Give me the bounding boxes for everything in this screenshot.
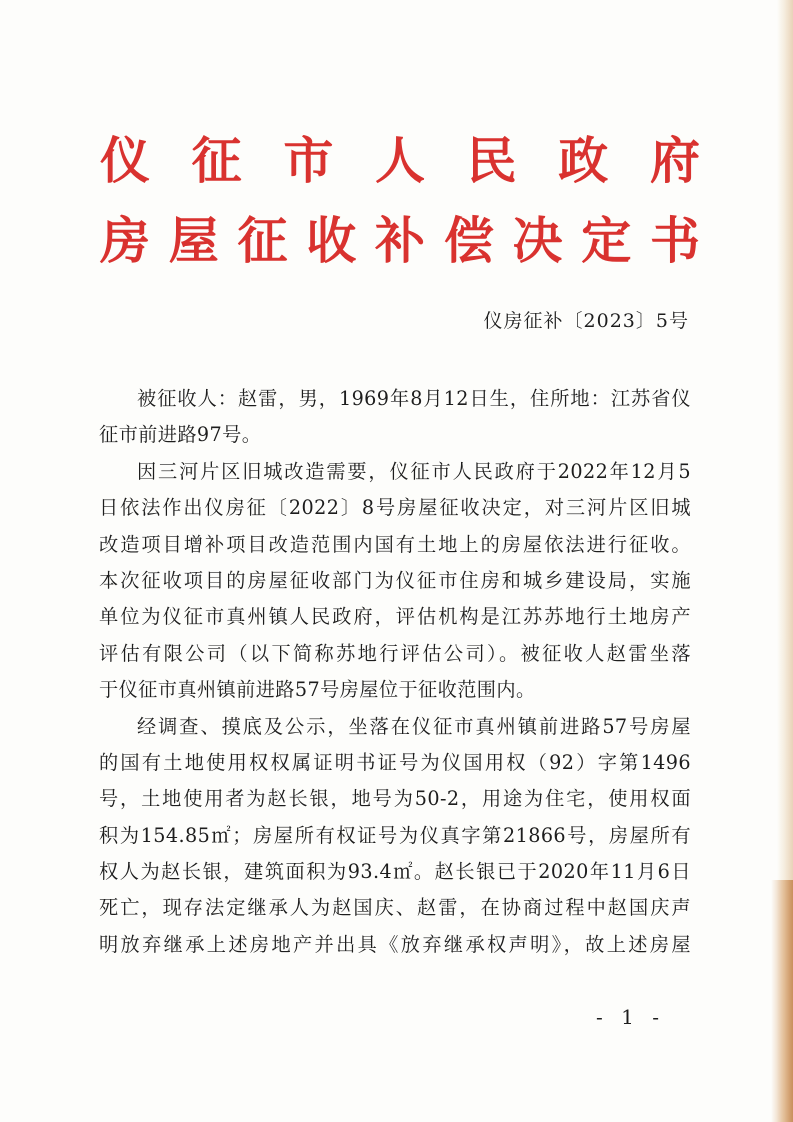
title-char: 人 bbox=[374, 131, 425, 190]
body-line: 明放弃继承上述房地产并出具《放弃继承权声明》，故上述房屋 bbox=[99, 932, 691, 956]
body-line: 于仪征市真州镇前进路57号房屋位于征收范围内。 bbox=[99, 678, 536, 702]
body-line: 本次征收项目的房屋征收部门为仪征市住房和城乡建设局，实施 bbox=[99, 568, 691, 592]
title-char: 民 bbox=[466, 131, 517, 190]
page-number: - 1 - bbox=[596, 1005, 665, 1029]
document-number: 仪房征补〔2023〕5号 bbox=[483, 310, 689, 332]
title-char: 收 bbox=[306, 211, 357, 270]
title-char: 补 bbox=[375, 211, 425, 270]
body-line: 日依法作出仪房征〔2022〕8号房屋征收决定，对三河片区旧城 bbox=[99, 496, 691, 520]
body-line: 经调查、摸底及公示，坐落在仪征市真州镇前进路57号房屋 bbox=[137, 714, 691, 738]
title-char: 偿 bbox=[443, 211, 494, 270]
body-line: 号，土地使用者为赵长银，地号为50-2，用途为住宅，使用权面 bbox=[99, 787, 691, 811]
title-char: 征 bbox=[237, 211, 288, 270]
title-char: 房 bbox=[100, 211, 150, 270]
title-char: 市 bbox=[283, 131, 334, 190]
body-line: 单位为仪征市真州镇人民政府，评估机构是江苏苏地行土地房产 bbox=[99, 605, 691, 629]
body-line: 评估有限公司（以下简称苏地行评估公司）。被征收人赵雷坐落 bbox=[99, 641, 691, 665]
title-char: 仪 bbox=[100, 131, 150, 190]
body-line: 死亡，现存法定继承人为赵国庆、赵雷，在协商过程中赵国庆声 bbox=[99, 896, 691, 920]
body-line: 征市前进路97号。 bbox=[99, 423, 262, 447]
body-line: 权人为赵长银，建筑面积为93.4㎡。赵长银已于2020年11月6日 bbox=[99, 860, 691, 884]
body-line: 的国有土地使用权权属证明书证号为仪国用权（92）字第1496 bbox=[99, 750, 691, 774]
title-char: 征 bbox=[191, 131, 242, 190]
title-line-2 bbox=[100, 211, 700, 271]
body-text bbox=[99, 381, 691, 963]
title-char: 书 bbox=[650, 211, 700, 270]
title-char: 定 bbox=[581, 211, 632, 270]
body-line: 因三河片区旧城改造需要，仪征市人民政府于2022年12月5 bbox=[137, 459, 691, 483]
title-char: 决 bbox=[512, 211, 563, 270]
title-char: 府 bbox=[649, 131, 700, 190]
body-line: 改造项目增补项目改造范围内国有土地上的房屋依法进行征收。 bbox=[99, 532, 691, 556]
title-char: 政 bbox=[558, 131, 609, 190]
body-line: 被征收人：赵雷，男，1969年8月12日生，住所地：江苏省仪 bbox=[137, 387, 691, 410]
title-line-1 bbox=[100, 131, 700, 191]
body-line: 积为154.85㎡；房屋所有权证号为仪真字第21866号，房屋所有 bbox=[99, 823, 691, 847]
paper-edge-stain bbox=[771, 880, 793, 1122]
title-char: 屋 bbox=[168, 211, 219, 270]
